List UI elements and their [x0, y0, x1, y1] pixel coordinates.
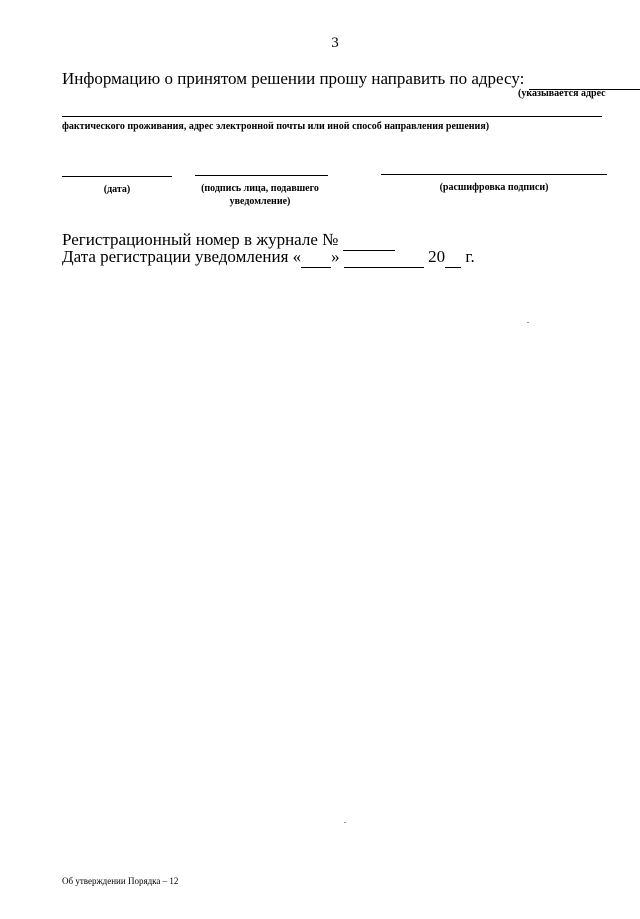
registration-year-prefix: 20 [428, 247, 446, 266]
registration-day-blank [301, 247, 331, 268]
scan-speck [344, 822, 346, 823]
registration-year-blank [445, 247, 461, 268]
date-blank-line [62, 176, 172, 177]
footer-text: Об утверждении Порядка – 12 [62, 876, 179, 886]
address-blank [529, 69, 640, 90]
decode-caption: (расшифровка подписи) [439, 182, 549, 193]
address-request-line [62, 69, 640, 90]
signature-caption-line2: уведомление) [229, 196, 291, 207]
address-blank-line-2 [62, 116, 602, 117]
address-note-part2: фактического проживания, адрес электронной почты или иной способ направления решения) [62, 121, 490, 132]
address-request-text: Информацию о принятом решении прошу направить по адресу: [62, 69, 525, 88]
registration-date-label: Дата регистрации уведомления « [62, 247, 302, 266]
signature-caption-line1: (подпись лица, подавшего [201, 183, 319, 194]
registration-number-label: Регистрационный номер в журнале № [62, 230, 339, 249]
signature-blank-line [195, 175, 328, 176]
registration-year-suffix: г. [465, 247, 475, 266]
decode-blank-line [381, 174, 607, 175]
registration-date-line [62, 247, 475, 268]
scan-speck [527, 322, 529, 323]
registration-close-quote: » [331, 247, 340, 266]
registration-month-blank [344, 247, 424, 268]
page-number: 3 [331, 35, 339, 51]
signature-caption [185, 182, 335, 208]
address-note-part1: (указывается адрес [518, 88, 606, 99]
date-caption: (дата) [103, 184, 131, 195]
